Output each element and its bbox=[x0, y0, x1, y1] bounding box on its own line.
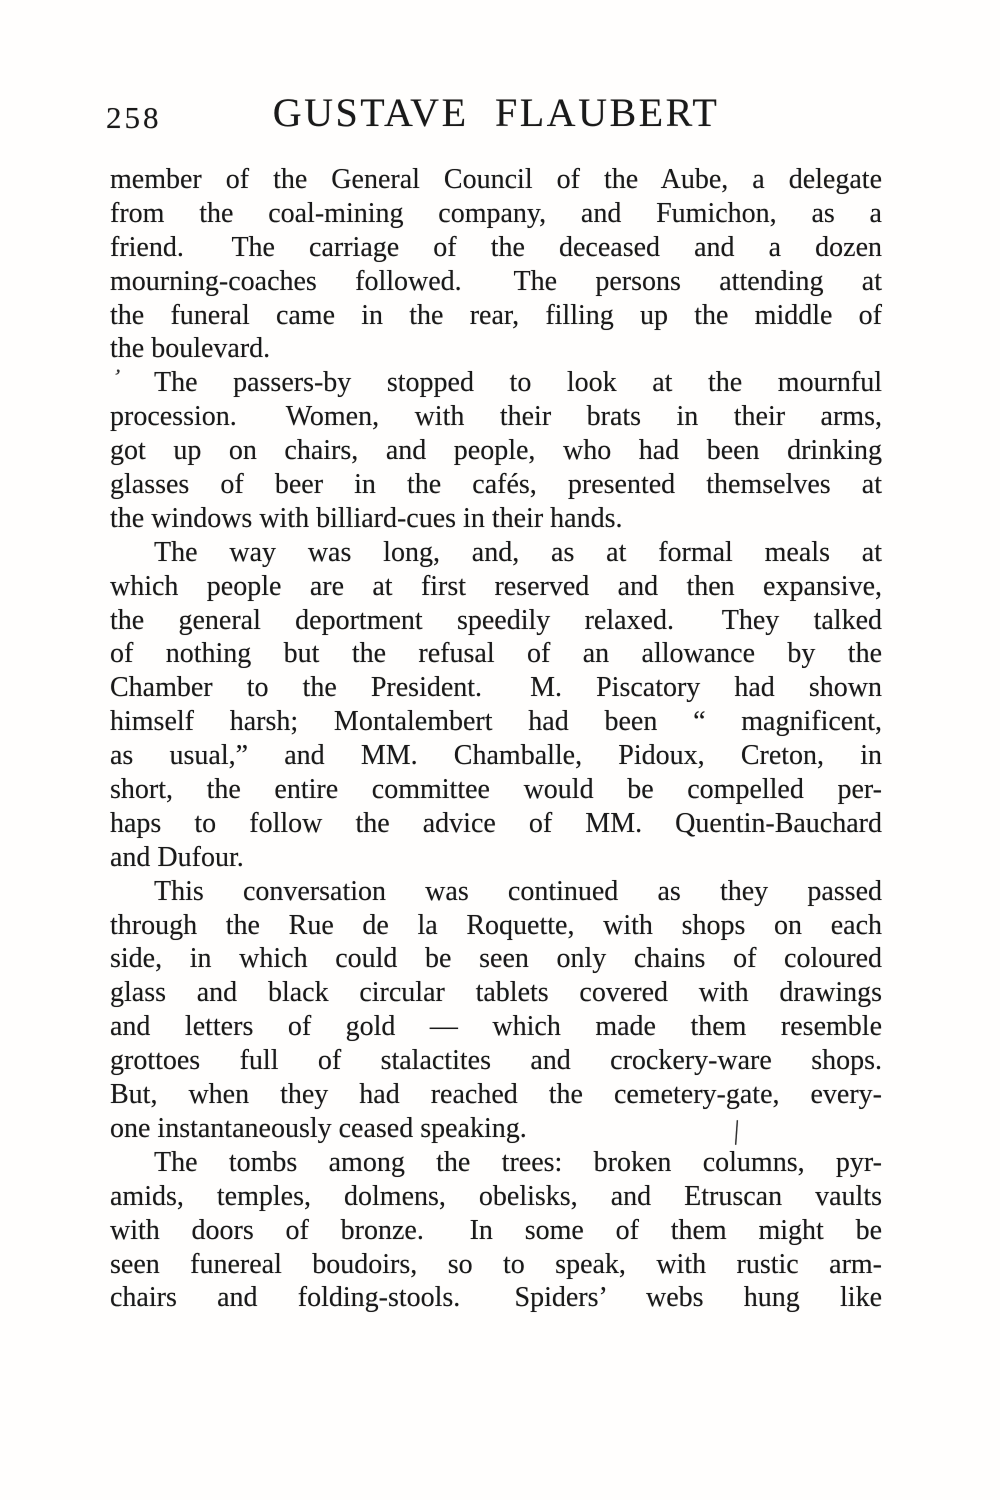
text-line: grottoes full of stalactites and crockery-ware shops. bbox=[110, 1045, 882, 1077]
text-line: and letters of gold — which made them resemble bbox=[110, 1011, 882, 1043]
body-text bbox=[110, 163, 882, 1315]
text-line: the boulevard. bbox=[110, 333, 271, 365]
text-line: side, in which could be seen only chains of coloured bbox=[110, 943, 882, 975]
text-line: Chamber to the President. M. Piscatory had shown bbox=[110, 672, 882, 704]
text-line: got up on chairs, and people, who had been drinking bbox=[110, 435, 882, 467]
ink-smudge-mark: | bbox=[732, 1114, 741, 1146]
text-line: of nothing but the refusal of an allowance by the bbox=[110, 638, 882, 670]
running-header: GUSTAVE FLAUBERT bbox=[272, 90, 720, 135]
text-line: seen funereal boudoirs, so to speak, with rustic arm- bbox=[110, 1248, 882, 1280]
text-line: through the Rue de la Roquette, with shops on each bbox=[110, 909, 882, 941]
text-line: haps to follow the advice of MM. Quentin-Bauchard bbox=[110, 807, 882, 839]
text-line: mourning-coaches followed. The persons attending at bbox=[110, 265, 882, 297]
text-line: with doors of bronze. In some of them might be bbox=[110, 1214, 882, 1246]
text-line: the windows with billiard-cues in their hands. bbox=[110, 502, 623, 534]
text-line: glasses of beer in the cafés, presented themselves at bbox=[110, 469, 882, 501]
text-line: But, when they had reached the cemetery-gate, every- bbox=[110, 1079, 882, 1111]
text-line: himself harsh; Montalembert had been “ magnificent, bbox=[110, 706, 882, 738]
text-line: This conversation was continued as they passed bbox=[154, 875, 882, 907]
page-number: 258 bbox=[106, 100, 162, 135]
text-line: from the coal-mining company, and Fumichon, as a bbox=[110, 197, 882, 229]
text-line: short, the entire committee would be compelled per- bbox=[110, 774, 882, 806]
running-header-row bbox=[106, 90, 882, 135]
text-line: which people are at first reserved and then expansive, bbox=[110, 570, 882, 602]
text-line: The way was long, and, as at formal meals at bbox=[154, 536, 882, 568]
text-line: the general deportment speedily relaxed. They talked bbox=[110, 604, 882, 636]
ink-smudge-mark: ’ bbox=[110, 363, 124, 390]
text-line: one instantaneously ceased speaking. bbox=[110, 1112, 527, 1144]
text-line: glass and black circular tablets covered with drawings bbox=[110, 977, 882, 1009]
text-line: as usual,” and MM. Chamballe, Pidoux, Creton, in bbox=[110, 740, 882, 772]
text-line: amids, temples, dolmens, obelisks, and Etruscan vaults bbox=[110, 1180, 882, 1212]
text-line: friend. The carriage of the deceased and a dozen bbox=[110, 231, 882, 263]
text-line: and Dufour. bbox=[110, 841, 244, 873]
text-line: The passers-by stopped to look at the mournful bbox=[154, 367, 882, 399]
text-line: chairs and folding-stools. Spiders’ webs hung like bbox=[110, 1282, 882, 1314]
text-line: the funeral came in the rear, filling up the middle of bbox=[110, 299, 882, 331]
text-line: The tombs among the trees: broken columns, pyr- bbox=[154, 1146, 882, 1178]
text-line: procession. Women, with their brats in their arms, bbox=[110, 401, 882, 433]
text-line: member of the General Council of the Aube, a delegate bbox=[110, 164, 882, 195]
